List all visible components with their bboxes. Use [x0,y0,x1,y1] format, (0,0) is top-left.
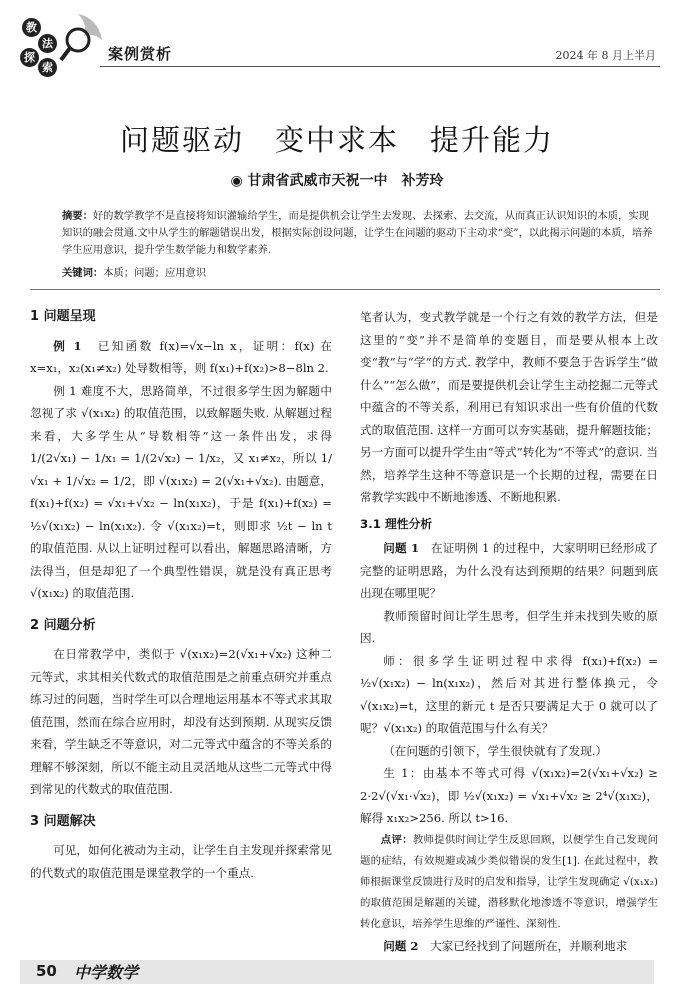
heading-2: 2 问题分析 [30,617,96,633]
column-badge-suo: 索 [38,58,57,77]
left-column [30,306,332,884]
issue-date: 2024 年 8 月上半月 [555,49,656,62]
paragraph-4: 笔者认为，变式教学就是一个行之有效的教学方法，但是这里的“变”并不是简单的变题目，而是要从根本上改变“教”与“学”的方式. 教学中，教师不要急于告诉学生“做什么”“怎么做”，而是要提供机会让学生主动挖掘二元等式中蕴含的不等关系，利用已有知识求出一些有价值的代数式的取值范围. 这样一方面可以夯实基础，提升解题技能；另一方面可以提升学生由“等式”转化为“不等式”的意识. 当然，培养学生这种不等意识是一个长期的过程，需要在日常教学实践中不断地渗透、不断地积累. [360,310,658,504]
column-badge-tan: 探 [20,48,39,67]
example-1-text: 已知函数 f(x)=√x−ln x，证明：f(x) 在 x=x₁，x₂(x₁≠x₂) 处导数相等，则 f(x₁)+f(x₂)>8−8ln 2. [30,338,332,375]
question-1 [360,537,658,605]
right-column [360,306,658,957]
paragraph-6: 师：很多学生证明过程中求得 f(x₁)+f(x₂) = ½√(x₁x₂) − ln(x₁x₂)，然后对其进行整体换元，令 √(x₁x₂)=t，这里的新元 t 是否只要满足大于 0 就可以了呢？√(x₁x₂) 的取值范围与什么有关？ [360,653,658,735]
abstract-label: 摘要： [62,210,93,222]
page-number: 50 [36,962,57,980]
keywords-text: 本质；问题；应用意识 [103,267,207,279]
comment-block [360,830,658,935]
question-2-label: 问题 2 [383,938,419,953]
header-rule [100,66,660,67]
paragraph-8: 生 1：由基本不等式可得 √(x₁x₂)=2(√x₁+√x₂) ≥ 2·2√(√x₁·√x₂)，即 ½√(x₁x₂) = √x₁+√x₂ ≥ 2⁴√(x₁x₂)，解得 x₁x₂>256. 所以 t>16. [360,766,658,825]
paragraph-2: 在日常教学中，类似于 √(x₁x₂)=2(√x₁+√x₂) 这种二元等式，求其相关代数式的取值范围是之前重点研究并重点练习过的问题，当时学生可以合理地运用基本不等式求其取值范围，然而在综合应用时，却没有达到预期. 从现实反馈来看，学生缺乏不等意识，对二元等式中蕴含的不等关系的理解不够深刻，所以不能主动且灵活地从这些二元等式中得到常见的代数式的取值范围. [30,647,332,796]
question-1-label: 问题 1 [383,541,420,555]
heading-1: 1 问题呈现 [30,309,96,324]
keywords [62,264,206,279]
question-2 [360,935,658,958]
section-label: 案例赏析 [108,45,173,63]
column-badge-jiao: 教 [22,18,41,37]
heading-3: 3 问题解决 [30,813,96,829]
example-1-label: 例 1 [53,338,82,353]
paragraph-7: （在问题的引领下，学生很快就有了发现.） [383,743,608,758]
paragraph-1: 例 1 难度不大，思路简单，不过很多学生因为解题中忽视了求 √(x₁x₂) 的取值范围，以致解题失败. 从解题过程来看，大多学生从“导数相等”这一条件出发，求得 1/(2√x₁) − 1/x₁ = 1/(2√x₂) − 1/x₂，又 x₁≠x₂，所以 1/√x₁ + 1/√x₂ = 1/2，即 √(x₁x₂) = 2(√x₁+√x₂). 由题意，f(x₁)+f(x₂) = √x₁+√x₂ − ln(x₁x₂)，于是 f(x₁)+f(x₂) = ½√(x₁x₂) − ln(x₁x₂). 令 √(x₁x₂)=t，则即求 ½t − ln t 的取值范围. 从以上证明过程可以看出，解题思路清晰，方法得当，但是却犯了一个典型性错误，就是没有真正思考 √(x₁x₂) 的取值范围. [30,383,332,600]
abstract [62,208,657,259]
article-author: ◉ 甘肃省武威市天祝一中 补芳玲 [230,173,444,189]
paragraph-5: 教师预留时间让学生思考，但学生并未找到失败的原因. [360,608,658,645]
abstract-divider [30,289,660,290]
question-2-text: 大家已经找到了问题所在，并顺利地求 [430,938,628,953]
comment-label: 点评： [380,833,413,846]
question-1-text: 在证明例 1 的过程中，大家明明已经形成了完整的证明思路，为什么没有达到预期的结果？问题到底出现在哪里呢？ [360,541,658,600]
magnifier-leaf-logo-icon [58,10,106,66]
article-title: 问题驱动 变中求本 提升能力 [119,123,554,157]
column-badge-fa: 法 [38,34,57,53]
keywords-label: 关键词： [62,267,104,279]
heading-3-1: 3.1 理性分析 [360,516,433,531]
example-1 [30,335,332,380]
paragraph-3: 可见，如何化被动为主动，让学生自主发现并探索常见的代数式的取值范围是课堂教学的一个重点. [30,843,332,880]
comment-text: 教师提供时间让学生反思回顾，以便学生自己发现问题的症结，有效规避或减少类似错误的发生[1]. 在此过程中，教师根据课堂反馈进行及时的启发和指导，让学生发现确定 √(x₁x₂) 的取值范围是解题的关键，潜移默化地渗透不等意识，增强学生转化意识，培养学生思维的严谨性、深刻性. [360,833,659,930]
magazine-logo: 中学数学 [74,963,139,982]
abstract-text: 好的数学教学不是直接将知识灌输给学生，而是提供机会让学生去发现、去探索、去交流，从而真正认识知识的本质，实现知识的融会贯通.文中从学生的解题错误出发，根据实际创设问题，让学生在问题的驱动下主动求“变”，以此揭示问题的本质，培养学生应用意识，提升学生数学能力和数学素养. [62,210,653,256]
